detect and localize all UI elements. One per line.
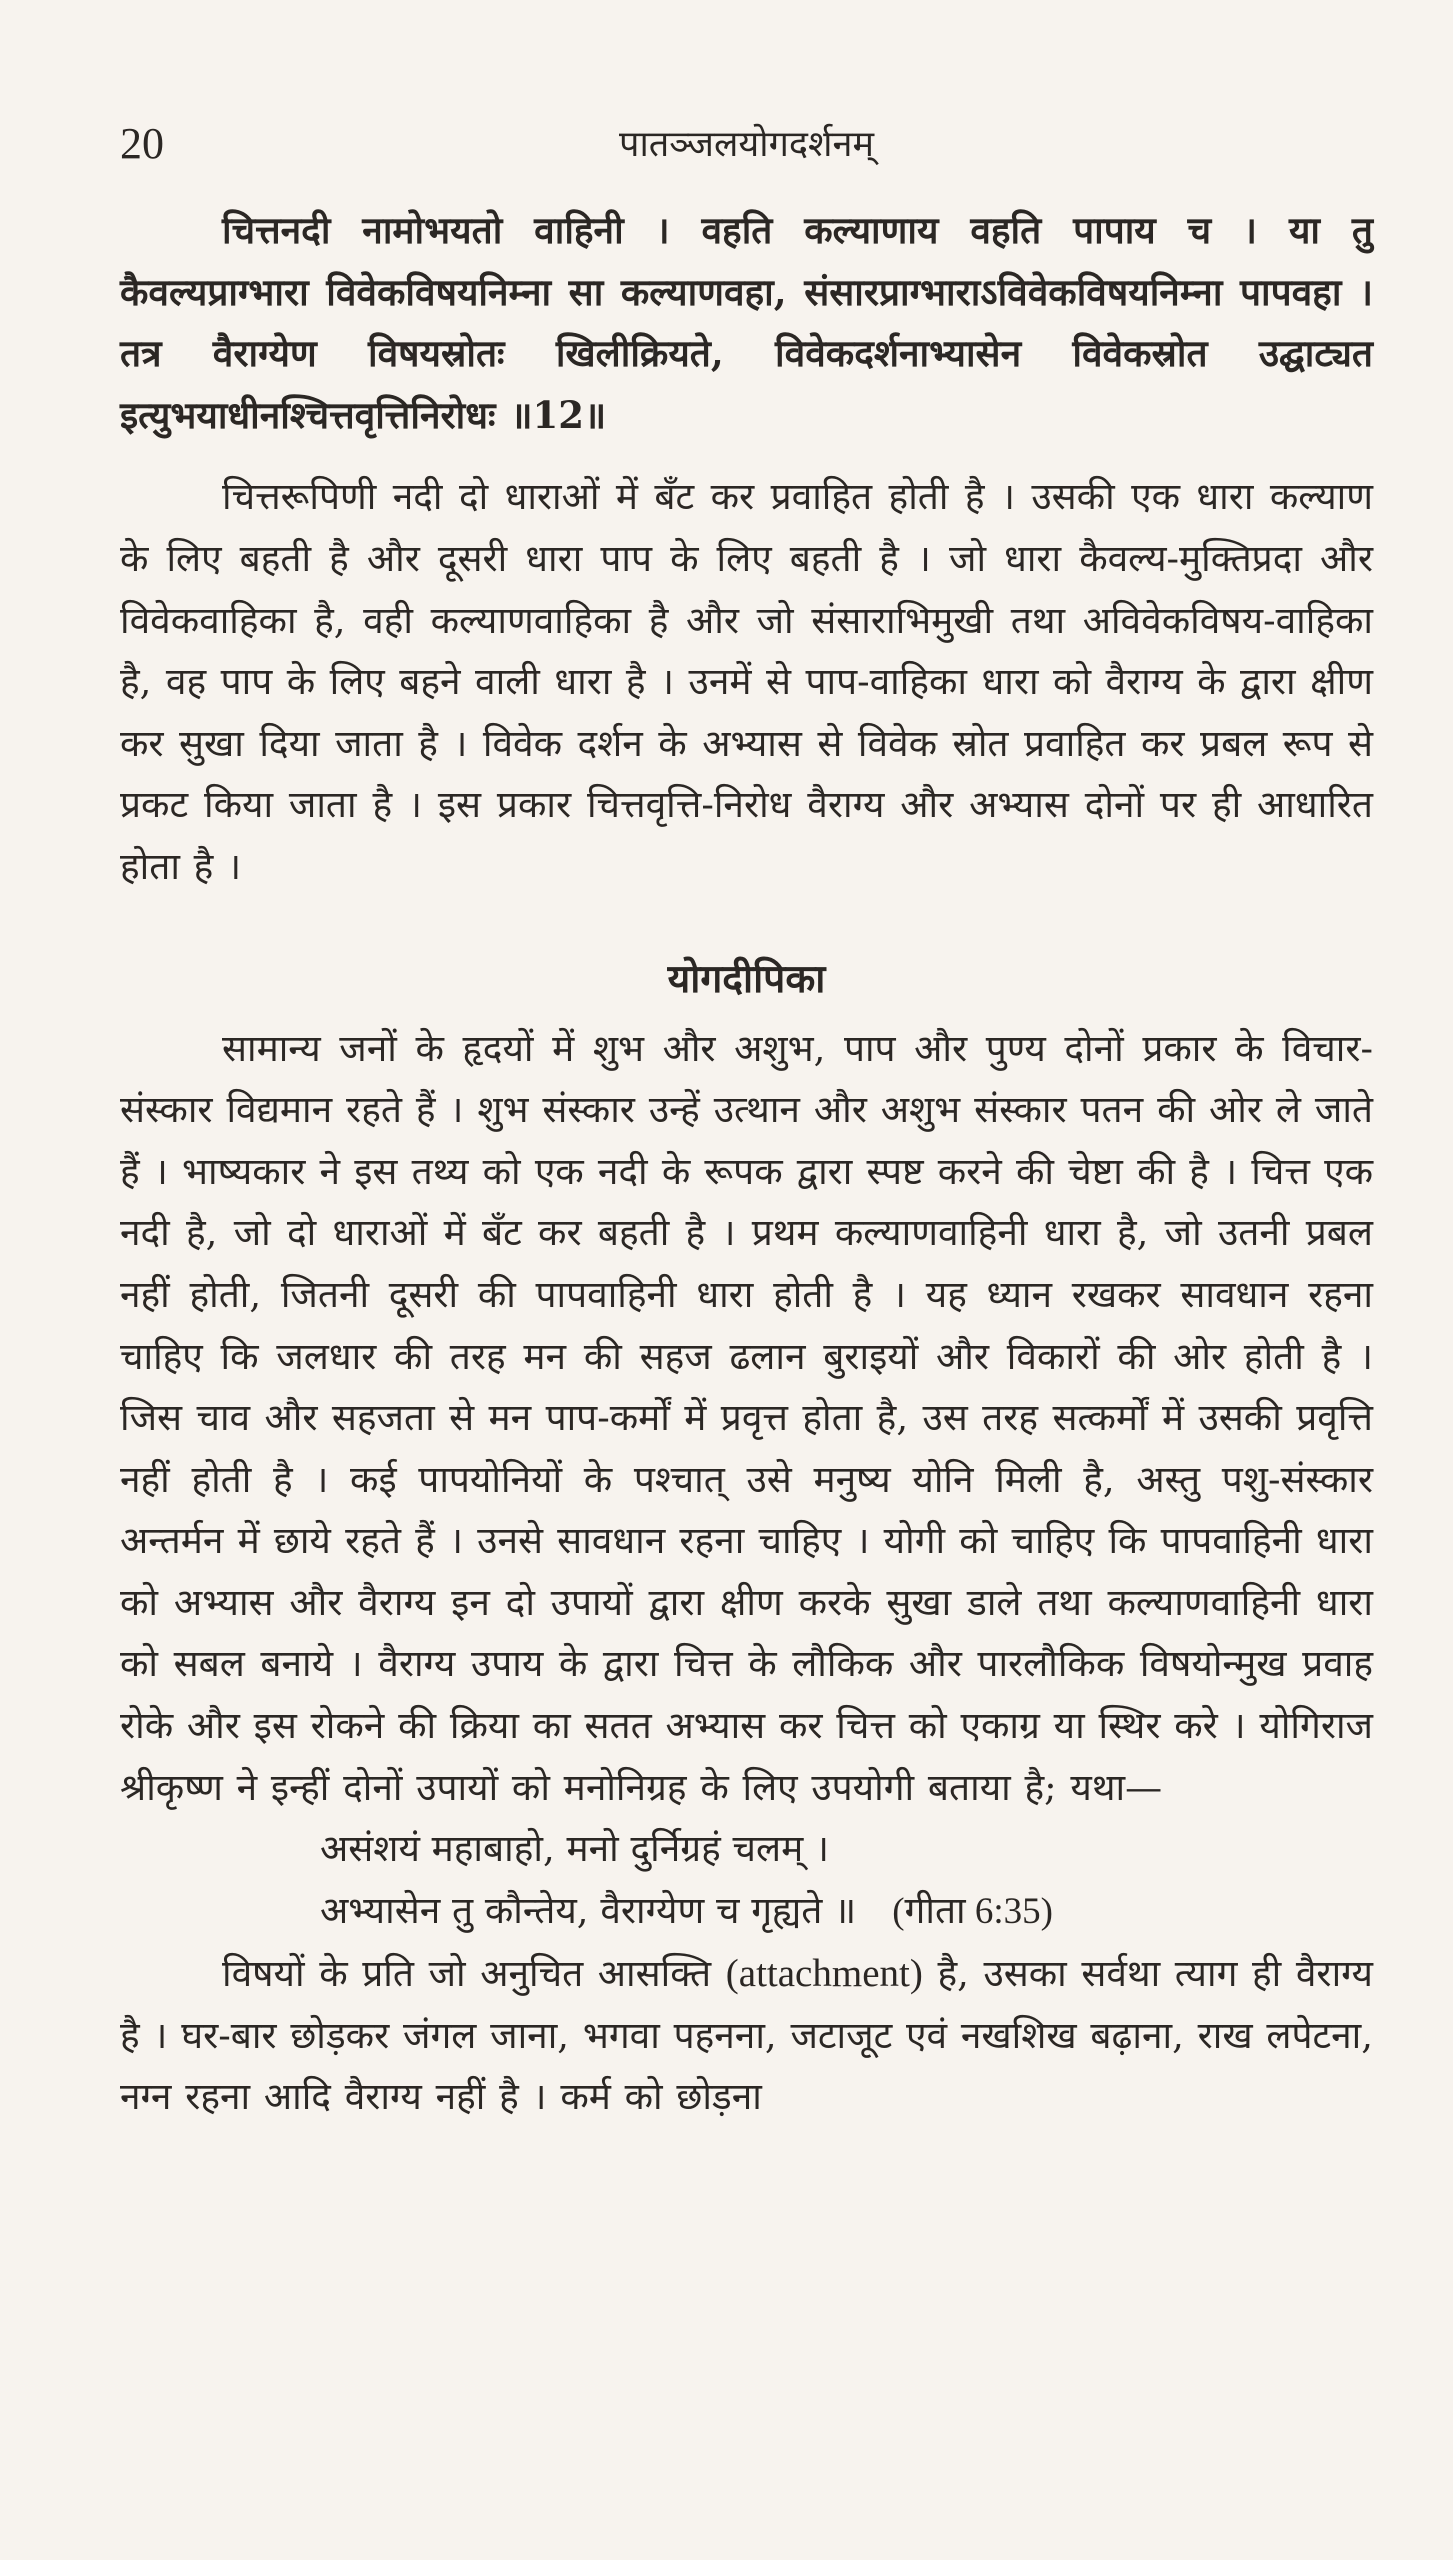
verse-line-1: असंशयं महाबाहो, मनो दुर्निग्रहं चलम् ।	[320, 1827, 830, 1871]
page-number: 20	[120, 119, 164, 168]
translation-paragraph: चित्तरूपिणी नदी दो धाराओं में बँट कर प्रवाहित होती है । उसकी एक धारा कल्याण के लिए बहती है और दूसरी धारा पाप के लिए बहती है । जो धारा कैवल्य-मुक्तिप्रदा और विवेकवाहिका है, वही कल्याणवाहिका है और जो संसाराभिमुखी तथा अविवेकविषय-वाहिका है, वह पाप के लिए बहने वाली धारा है । उनमें से पाप-वाहिका धारा को वैराग्य के द्वारा क्षीण कर सुखा दिया जाता है । विवेक दर्शन के अभ्यास से विवेक स्रोत प्रवाहित कर प्रबल रूप से प्रकट किया जाता है । इस प्रकार चित्तवृत्ति-निरोध वैराग्य और अभ्यास दोनों पर ही आधारित होता है ।	[120, 475, 1373, 888]
gita-verse	[320, 1818, 1373, 1943]
verse-line-2-text: अभ्यासेन तु कौन्तेय, वैराग्येण च गृह्यते ॥	[320, 1889, 857, 1933]
verse-reference: (गीता 6:35)	[892, 1891, 1053, 1933]
commentary-heading: योगदीपिका	[667, 955, 826, 1002]
running-head	[120, 110, 1373, 182]
running-title: पातञ्जलयोगदर्शनम्	[619, 124, 874, 165]
closing-paragraph	[120, 1943, 1373, 2128]
english-term: (attachment)	[725, 1952, 923, 1996]
verse-line-2	[320, 1880, 1373, 1943]
commentary-paragraph: सामान्य जनों के हृदयों में शुभ और अशुभ, पाप और पुण्य दोनों प्रकार के विचार-संस्कार विद्यमान रहते हैं । शुभ संस्कार उन्हें उत्थान और अशुभ संस्कार पतन की ओर ले जाते हैं । भाष्यकार ने इस तथ्य को एक नदी के रूपक द्वारा स्पष्ट करने की चेष्टा की है । चित्त एक नदी है, जो दो धाराओं में बँट कर बहती है । प्रथम कल्याणवाहिनी धारा है, जो उतनी प्रबल नहीं होती, जितनी दूसरी की पापवाहिनी धारा होती है । यह ध्यान रखकर सावधान रहना चाहिए कि जलधार की तरह मन की सहज ढलान बुराइयों और विकारों की ओर होती है । जिस चाव और सहजता से मन पाप-कर्मों में प्रवृत्त होता है, उस तरह सत्कर्मों में उसकी प्रवृत्ति नहीं होती है । कई पापयोनियों के पश्चात् उसे मनुष्य योनि मिली है, अस्तु पशु-संस्कार अन्तर्मन में छाये रहते हैं । उनसे सावधान रहना चाहिए । योगी को चाहिए कि पापवाहिनी धारा को अभ्यास और वैराग्य इन दो उपायों द्वारा क्षीण करके सुखा डाले तथा कल्याणवाहिनी धारा को सबल बनाये । वैराग्य उपाय के द्वारा चित्त के लौकिक और पारलौकिक विषयोन्मुख प्रवाह रोके और इस रोकने की क्रिया का सतत अभ्यास कर चित्त को एकाग्र या स्थिर करे । योगिराज श्रीकृष्ण ने इन्हीं दोनों उपायों को मनोनिग्रह के लिए उपयोगी बताया है; यथा—	[120, 1026, 1373, 1809]
sutra-paragraph: चित्तनदी नामोभयतो वाहिनी । वहति कल्याणाय वहति पापाय च । या तु कैवल्यप्राग्भारा विवेकविषयनिम्ना सा कल्याणवहा, संसारप्राग्भाराऽविवेकविषयनिम्ना पापवहा । तत्र वैराग्येण विषयस्रोतः खिलीक्रियते, विवेकदर्शनाभ्यासेन विवेकस्रोत उद्घाट्यत इत्युभयाधीनश्चित्तवृत्तिनिरोधः ॥12॥	[120, 208, 1373, 437]
closing-text-start: विषयों के प्रति जो अनुचित आसक्ति	[222, 1952, 712, 1996]
closing-text-end: है, उसका सर्वथा त्याग ही वैराग्य है । घर-बार छोड़कर जंगल जाना, भगवा पहनना, जटाजूट एवं नखशिख बढ़ाना, राख लपेटना, नग्न रहना आदि वैराग्य नहीं है । कर्म को छोड़ना	[120, 1952, 1374, 2119]
